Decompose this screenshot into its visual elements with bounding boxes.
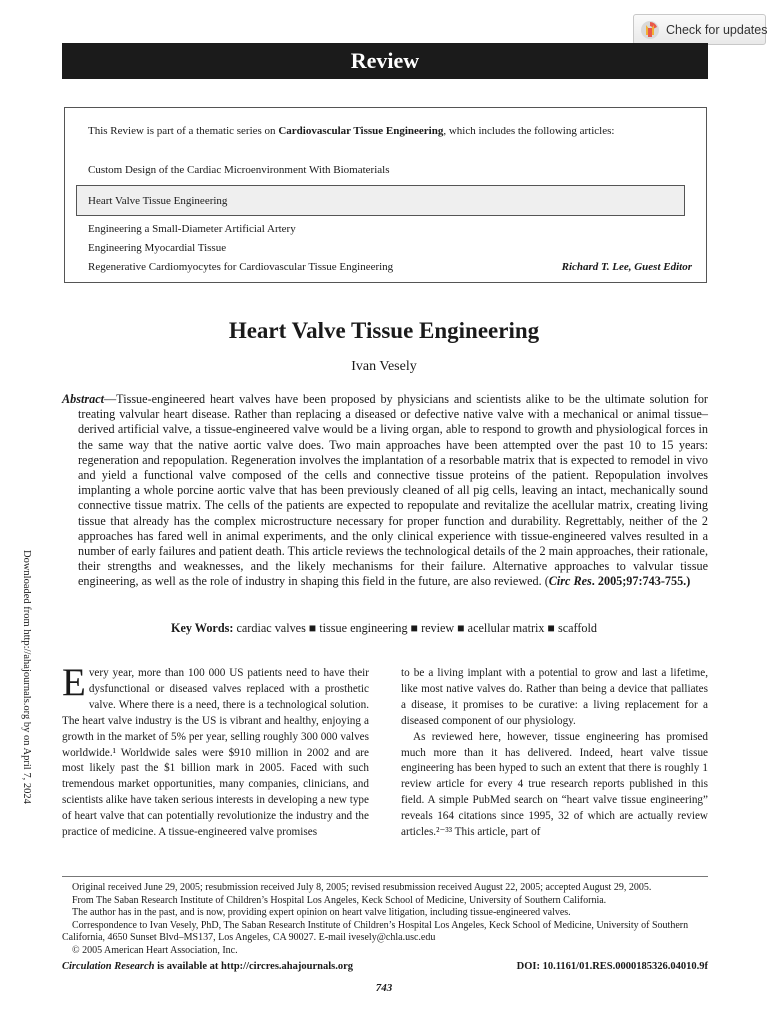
article-author: Ivan Vesely <box>351 359 417 374</box>
journal-url[interactable]: is available at http://circres.ahajournals.org <box>154 961 354 972</box>
drop-cap: E <box>62 661 86 704</box>
guest-editor: Richard T. Lee, Guest Editor <box>561 261 692 273</box>
series-item[interactable]: Engineering Myocardial Tissue <box>88 242 227 254</box>
body-column-right <box>401 666 708 841</box>
journal-availability <box>62 961 353 972</box>
footnote-copyright: © 2005 American Heart Association, Inc. <box>72 944 238 956</box>
body-paragraph: As reviewed here, however, tissue engineering has promised much more than it has delivered. Indeed, heart valve tissue engineering has been hyped to such an extent that there is roughly 1 review article for every 4 true research reports published in this field. A simple PubMed search on “heart valve tissue engineering” reveals 164 citations since 1995, 32 of which are actually review articles.²⁻³³ This article, part of <box>401 730 708 839</box>
footnote-received: Original received June 29, 2005; resubmission received July 8, 2005; revised resubmission received August 22, 2005; accepted August 29, 2005. <box>72 882 652 893</box>
series-item-current[interactable]: Heart Valve Tissue Engineering <box>76 185 685 216</box>
journal-name: Circulation Research <box>62 961 155 972</box>
crossmark-icon <box>640 20 660 40</box>
key-words-text: cardiac valves ■ tissue engineering ■ review ■ acellular matrix ■ scaffold <box>236 621 597 635</box>
key-words <box>0 621 768 636</box>
series-item[interactable]: Custom Design of the Cardiac Microenvironment With Biomaterials <box>88 164 390 176</box>
footnotes <box>62 882 708 958</box>
abstract <box>62 392 708 590</box>
citation-journal: Circ Res <box>548 574 592 589</box>
banner-title: Review <box>350 48 420 73</box>
check-for-updates-button[interactable] <box>633 14 766 45</box>
series-name: Cardiovascular Tissue Engineering <box>278 125 444 137</box>
footnote-affiliation: From The Saban Research Institute of Children’s Hospital Los Angeles, Keck School of Medicine, University of Southern California. <box>72 894 607 906</box>
series-intro-suffix: , which includes the following articles: <box>443 125 615 137</box>
article-title: Heart Valve Tissue Engineering <box>228 318 540 343</box>
body-column-left <box>62 661 369 841</box>
footnote-divider <box>62 876 708 877</box>
download-note: Downloaded from http://ahajournals.org by on April 7, 2024 <box>21 550 32 804</box>
abstract-text: —Tissue-engineered heart valves have been proposed by physicians and scientists alike to be the ultimate solution for treating valvular heart disease. Rather than replacing a diseased or defective native valve with a mechanical or animal tissue– derived artificial valve, a tissue-engineered valve would be a living organ, able to respond to growth and physiological forces in the same way that the native aortic valve does. Two main approaches have been attempted over the past 10 to 15 years: regeneration and repopulation. Regeneration involves the implantation of a resorbable matrix that is expected to remodel in vivo and yield a functional valve composed of the cells and connective tissue proteins of the patient. Repopulation involves implanting a whole porcine aortic valve that has been previously cleaned of all pig cells, leaving an intact, mechanically sound connective tissue matrix. The cells of the patients are expected to repopulate and revitalize the acellular matrix, creating living tissue that already has the complex microstructure necessary for proper function and durability. Regrettably, neither of the 2 approaches has fared well in animal experiments, and the only clinical experience with tissue-engineered valves resulted in a number of early failures and patient death. This article reviews the technological details of the 2 main approaches, their rationale, their strengths and weaknesses, and the likely mechanisms for their failure. Alternative approaches to valvular tissue engineering, as well as the role of industry in shaping this field in the future, are also reviewed. ( <box>78 392 708 589</box>
series-intro-prefix: This Review is part of a thematic series on <box>88 125 279 137</box>
body-paragraph: to be a living implant with a potential to grow and last a lifetime, like most native valves do. Rather than being a device that palliates a disease, it promises to be curative: a living replacement for a diseased component of our physiology. <box>401 667 708 727</box>
key-words-label: Key Words: <box>171 621 234 635</box>
series-item[interactable]: Engineering a Small-Diameter Artificial Artery <box>88 223 296 235</box>
citation-details: . 2005;97:743-755.) <box>591 574 691 589</box>
review-banner <box>62 43 708 79</box>
series-item[interactable]: Regenerative Cardiomyocytes for Cardiovascular Tissue Engineering <box>88 261 394 273</box>
page-number: 743 <box>375 982 393 994</box>
footnote-correspondence: Correspondence to Ivan Vesely, PhD, The Saban Research Institute of Children’s Hospital Los Angeles, Keck School of Medicine, University of Southern California, 4650 Sunset Blvd–MS137, Los Angeles, CA 90027. E-mail ivesely@chla.usc.edu <box>62 919 689 944</box>
body-text: very year, more than 100 000 US patients need to have their dysfunctional or diseased valves replaced with a prosthetic valve. Where there is a need, there is a technological solution. The heart valve industry is the US is vibrant and healthy, enjoying a growth in the market of 5% per year, selling roughly 300 000 valves worldwide.¹ Worldwide sales were $910 million in 2002 and are most likely past the $1 billion mark in 2005. Faced with such tremendous market opportunities, many companies, clinicians, and scientists alike have taken serious interests in developing a new type of heart valve that can potentially revolutionize the industry and the practice of medicine. A tissue-engineered valve promises <box>62 667 369 839</box>
doi[interactable]: DOI: 10.1161/01.RES.0000185326.04010.9f <box>516 961 708 972</box>
footnote-disclosure: The author has in the past, and is now, providing expert opinion on heart valve litigation, including tissue-engineered valves. <box>72 907 571 919</box>
check-for-updates-label: Check for updates <box>666 22 768 37</box>
series-intro <box>88 124 688 138</box>
abstract-label: Abstract <box>62 392 104 406</box>
